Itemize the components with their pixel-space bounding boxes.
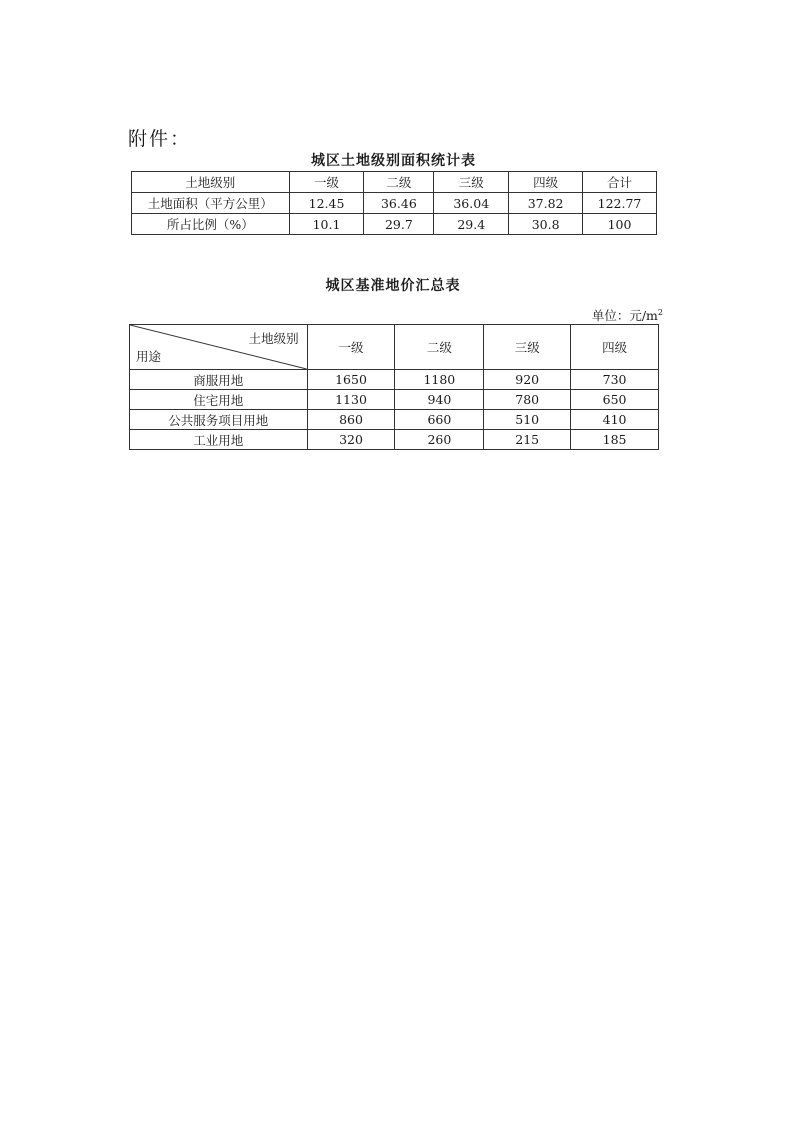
table-cell: 36.46 <box>364 193 434 214</box>
table-cell: 29.4 <box>434 214 509 235</box>
table-row <box>132 193 657 214</box>
header-cell: 一级 <box>307 325 395 370</box>
table-header-row <box>130 325 659 370</box>
header-cell: 二级 <box>364 172 434 193</box>
table-cell: 510 <box>484 410 571 430</box>
table2-title: 城区基准地价汇总表 <box>325 278 461 294</box>
table-cell: 185 <box>571 430 659 450</box>
header-cell: 三级 <box>434 172 509 193</box>
table-cell: 650 <box>571 390 659 410</box>
table-cell: 940 <box>395 390 484 410</box>
table-cell: 36.04 <box>434 193 509 214</box>
table1-title: 城区土地级别面积统计表 <box>311 153 476 169</box>
diagonal-corner-cell <box>130 325 308 370</box>
header-cell: 三级 <box>484 325 571 370</box>
row-label: 住宅用地 <box>130 390 308 410</box>
table-cell: 920 <box>484 370 571 390</box>
header-cell: 一级 <box>289 172 364 193</box>
table-cell: 780 <box>484 390 571 410</box>
table-cell: 1130 <box>307 390 395 410</box>
header-cell: 二级 <box>395 325 484 370</box>
row-label: 工业用地 <box>130 430 308 450</box>
unit-text: 单位：元/m <box>591 308 658 323</box>
header-cell: 土地级别 <box>132 172 290 193</box>
attachment-label: 附件： <box>128 128 192 150</box>
table-header-row <box>132 172 657 193</box>
table-cell: 260 <box>395 430 484 450</box>
table-cell: 10.1 <box>289 214 364 235</box>
table-cell: 37.82 <box>509 193 583 214</box>
table-cell: 860 <box>307 410 395 430</box>
table-cell: 660 <box>395 410 484 430</box>
table-row <box>132 214 657 235</box>
table-cell: 1650 <box>307 370 395 390</box>
row-label: 公共服务项目用地 <box>130 410 308 430</box>
row-label: 所占比例（%） <box>132 214 290 235</box>
header-cell: 四级 <box>571 325 659 370</box>
unit-superscript: 2 <box>657 307 663 317</box>
header-cell: 合计 <box>583 172 657 193</box>
table-row <box>130 370 659 390</box>
table-cell: 29.7 <box>364 214 434 235</box>
row-label: 土地面积（平方公里） <box>132 193 290 214</box>
table-cell: 730 <box>571 370 659 390</box>
base-land-price-table <box>129 324 659 450</box>
corner-bottom-label: 用途 <box>136 349 162 364</box>
table-cell: 320 <box>307 430 395 450</box>
table-cell: 410 <box>571 410 659 430</box>
table-cell: 215 <box>484 430 571 450</box>
row-label: 商服用地 <box>130 370 308 390</box>
table-cell: 122.77 <box>583 193 657 214</box>
table-cell: 12.45 <box>289 193 364 214</box>
table-row <box>130 410 659 430</box>
header-cell: 四级 <box>509 172 583 193</box>
table-cell: 1180 <box>395 370 484 390</box>
unit-label <box>592 306 663 324</box>
table-cell: 30.8 <box>509 214 583 235</box>
table-row <box>130 430 659 450</box>
land-grade-area-table <box>131 171 657 235</box>
table-cell: 100 <box>583 214 657 235</box>
corner-top-label: 土地级别 <box>248 331 299 346</box>
table-row <box>130 390 659 410</box>
